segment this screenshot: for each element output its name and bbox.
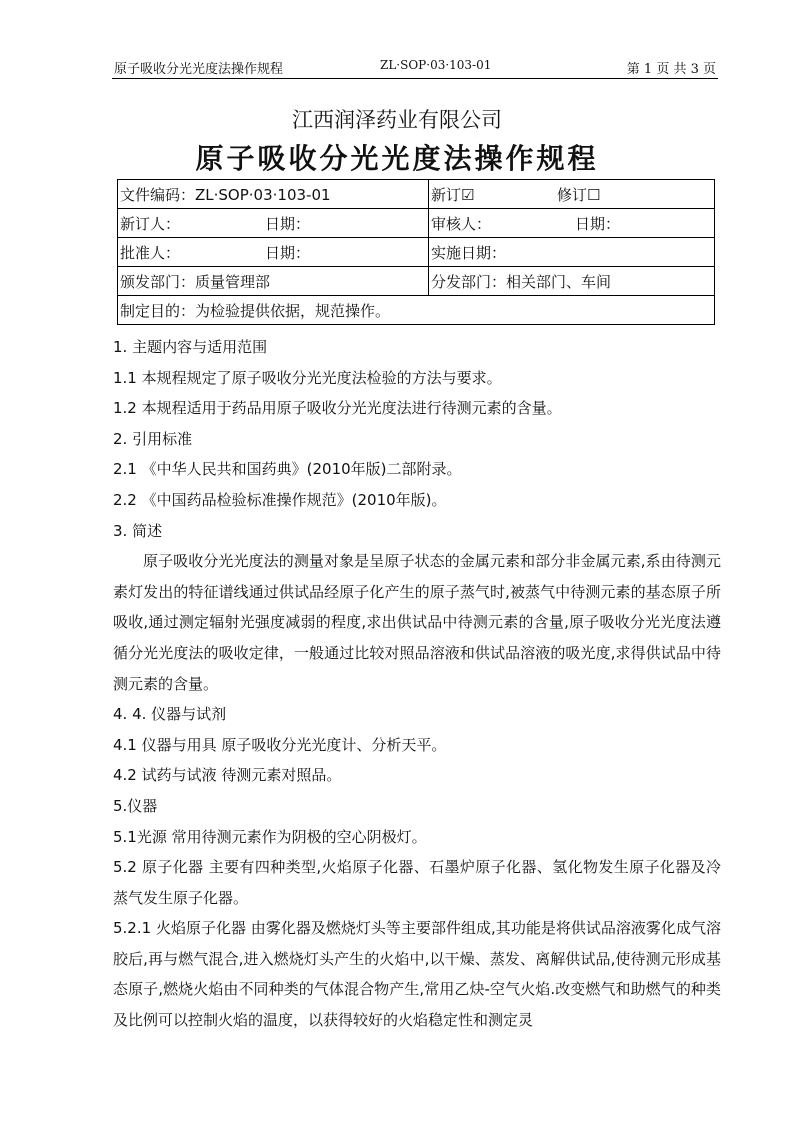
date-label: 日期： [265,244,311,262]
section-text: 2.1 《中华人民共和国药典》(2010年版)二部附录。 [113,460,462,479]
purpose-cell: 制定目的：为检验提供依据，规范操作。 [118,296,715,325]
file-code-cell: 文件编码：ZL·SOP·03·103-01 [118,180,429,209]
issuing-dept-cell: 颁发部门：质量管理部 [118,267,429,296]
section-heading: 4. 4. 仪器与试剂 [113,705,227,724]
table-row [118,180,715,209]
section-text: 5.2 原子化器 主要有四种类型,火焰原子化器、石墨炉原子化器、氢化物发生原子化器及冷蒸气发生原子化器。 [113,858,721,907]
header-page-info: 第 1 页 共 3 页 [626,62,716,77]
section-text: 4.1 仪器与用具 原子吸收分光光度计、分析天平。 [113,735,447,754]
revise-label: 修订☐ [557,186,601,204]
section-heading: 1. 主题内容与适用范围 [113,338,268,356]
distribution-cell: 分发部门：相关部门、车间 [429,267,715,296]
document-body [113,332,721,1036]
revision-cell [429,180,715,209]
new-revision-label: 新订☑ [431,186,475,204]
table-row [118,267,715,296]
summary-paragraph: 原子吸收分光光度法的测量对象是呈原子状态的金属元素和部分非金属元素,系由待测元素灯发出的特征谱线通过供试品经原子化产生的原子蒸气时,被蒸气中待测元素的基态原子所吸收,通过测定辐射光强度减弱的程度,求出供试品中待测元素的含量,原子吸收分光光度法遵循分光光度法的吸收定律，一般通过比较对照品溶液和供试品溶液的吸光度,求得供试品中待测元素的含量。 [113,552,721,693]
section-heading: 5.仪器 [113,796,158,815]
header-doc-code: ZL·SOP·03·103-01 [380,58,492,72]
table-row [118,296,715,325]
new-by-cell [118,209,429,238]
page-header [112,56,718,79]
section-text: 5.2.1 火焰原子化器 由雾化器及燃烧灯头等主要部件组成,其功能是将供试品溶液雾化成气溶胶后,再与燃气混合,进入燃烧灯头产生的火焰中,以干燥、蒸发、离解供试品,使待测元形成基态原子,燃烧火焰由不同种类的气体混合物产生,常用乙炔-空气火焰.改变燃气和助燃气的种类及比例可以控制火焰的温度，以获得较好的火焰稳定性和测定灵 [113,919,721,1030]
reviewer-cell [429,209,715,238]
approver-label: 批准人： [120,244,181,262]
table-row [118,209,715,238]
header-doc-name: 原子吸收分光光度法操作规程 [114,62,284,77]
date-label: 日期： [265,215,311,233]
company-name: 江西润泽药业有限公司 [292,108,502,132]
section-heading: 3. 简述 [113,521,163,540]
section-text: 1.2 本规程适用于药品用原子吸收分光光度法进行待测元素的含量。 [113,399,562,418]
section-text: 1.1 本规程规定了原子吸收分光光度法检验的方法与要求。 [113,368,502,387]
section-heading: 2. 引用标准 [113,429,193,448]
approver-cell [118,238,429,267]
reviewer-label: 审核人： [431,215,492,233]
effective-date-cell: 实施日期： [429,238,715,267]
document-title: 原子吸收分光光度法操作规程 [195,142,599,175]
info-table [117,179,715,325]
section-text: 4.2 试药与试液 待测元素对照品。 [113,766,342,785]
section-text: 2.2 《中国药品检验标准操作规范》(2010年版)。 [113,490,447,509]
section-text: 5.1光源 常用待测元素作为阴极的空心阴极灯。 [113,827,427,846]
table-row [118,238,715,267]
new-by-label: 新订人： [120,215,181,233]
date-label: 日期： [575,215,621,233]
